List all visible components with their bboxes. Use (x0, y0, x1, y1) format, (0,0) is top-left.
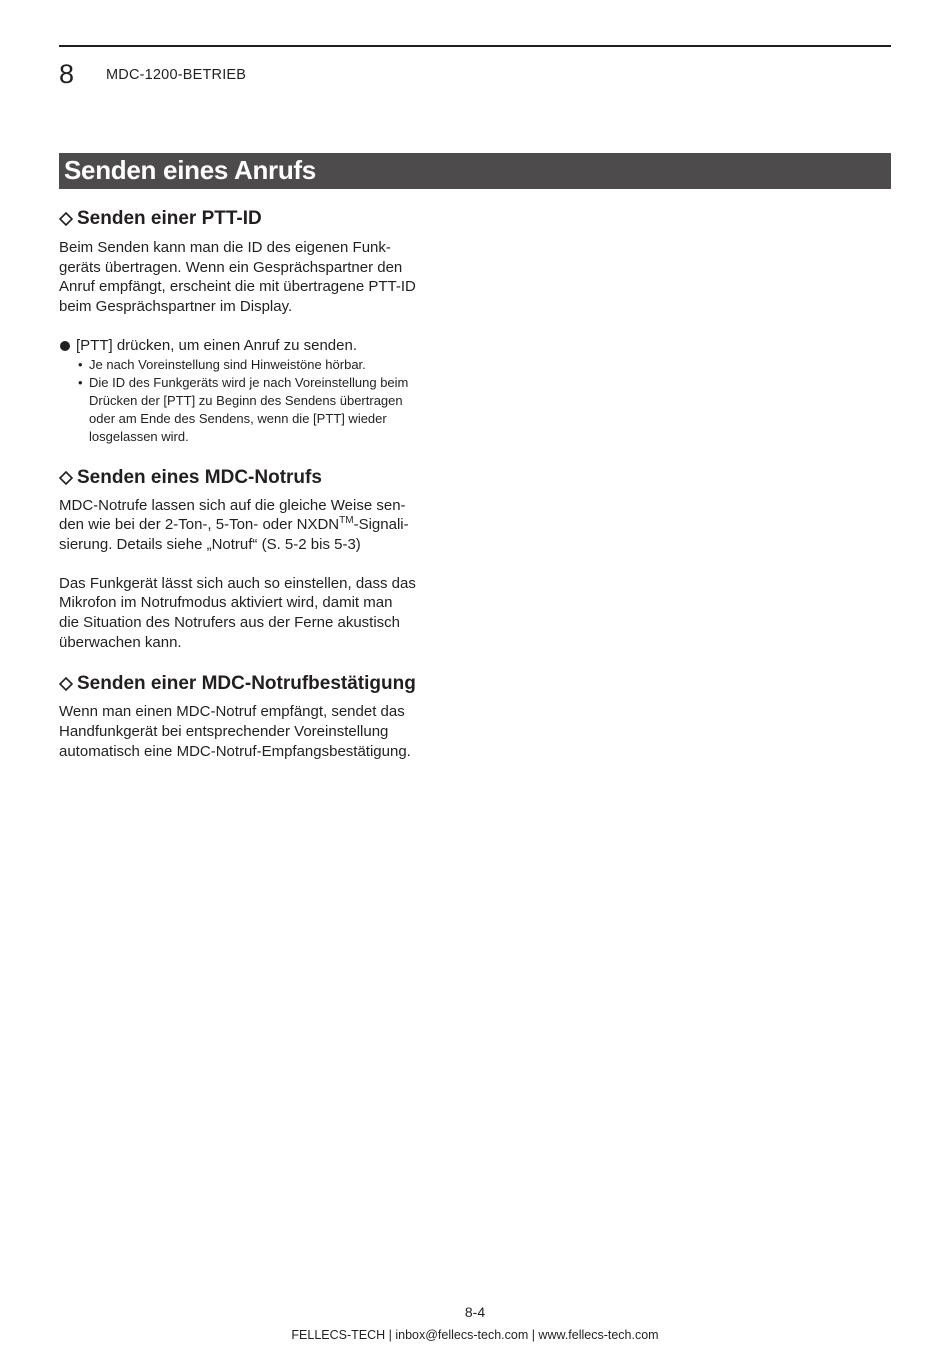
chapter-title: MDC-1200-BETRIEB (106, 67, 247, 83)
list-item (59, 336, 459, 356)
paragraph-line: Anruf empfängt, erscheint die mit übertragene PTT-ID (59, 278, 416, 296)
paragraph-line: Beim Senden kann man die ID des eigenen Funk- (59, 239, 391, 256)
paragraph-line (59, 515, 459, 535)
paragraph-line: sierung. Details siehe „Notruf“ (S. 5-2 bis 5-3) (59, 535, 361, 553)
small-bullet-icon: • (78, 356, 83, 372)
paragraph-line: Mikrofon im Notrufmodus aktiviert wird, damit man (59, 594, 393, 612)
small-bullet-icon: • (78, 374, 83, 390)
paragraph-line: Handfunkgerät bei entsprechender Voreinstellung (59, 723, 389, 741)
bullet-text: [PTT] drücken, um einen Anruf zu senden. (76, 336, 357, 354)
sub-bullet-text: Je nach Voreinstellung sind Hinweistöne hörbar. (89, 356, 366, 372)
sub-bullet-line: losgelassen wird. (89, 428, 189, 444)
header-rule (59, 45, 891, 47)
main-content (59, 204, 459, 762)
mdc-emergency-paragraph-2 (59, 574, 459, 653)
paragraph-text: -Signali- (353, 516, 409, 534)
mdc-ack-paragraph (59, 702, 459, 761)
bullet-icon (60, 341, 70, 351)
list-item (78, 356, 459, 374)
subheading-mdc-ack-text: Senden einer MDC-Notrufbestätigung (77, 673, 416, 695)
section-title-bar (59, 153, 891, 189)
sub-bullet-line: Die ID des Funkgeräts wird je nach Voreinstellung beim (89, 374, 409, 390)
sub-bullet-list (78, 356, 459, 446)
subheading-ptt-id (59, 206, 459, 232)
paragraph-line: die Situation des Notrufers aus der Ferne akustisch (59, 614, 401, 632)
paragraph-line: Das Funkgerät lässt sich auch so einstellen, dass das (59, 574, 416, 592)
paragraph-line: überwachen kann. (59, 633, 182, 651)
paragraph-line: MDC-Notrufe lassen sich auf die gleiche Weise sen- (59, 496, 406, 514)
chapter-number: 8 (59, 59, 75, 89)
trademark-superscript: TM (339, 515, 354, 527)
subheading-ptt-id-text: Senden einer PTT-ID (77, 208, 262, 229)
subheading-mdc-emergency-text: Senden eines MDC-Notrufs (77, 466, 322, 488)
ptt-id-paragraph (59, 238, 459, 317)
paragraph-line: geräts übertragen. Wenn ein Gesprächspartner den (59, 258, 403, 276)
footer-company: FELLECS-TECH | inbox@fellecs-tech.com | www.fellecs-tech.com (291, 1328, 659, 1342)
paragraph-line: Wenn man einen MDC-Notruf empfängt, sendet das (59, 703, 405, 721)
mdc-emergency-paragraph-1 (59, 496, 459, 555)
page-number: 8-4 (464, 1304, 486, 1320)
subheading-mdc-emergency (59, 465, 459, 491)
paragraph-line: automatisch eine MDC-Notruf-Empfangsbestätigung. (59, 742, 411, 760)
sub-bullet-line: oder am Ende des Sendens, wenn die [PTT] wieder (89, 410, 387, 426)
ptt-bullet-list (59, 336, 459, 446)
diamond-icon (59, 212, 73, 226)
paragraph-line: beim Gesprächspartner im Display. (59, 298, 293, 316)
diamond-icon (59, 677, 73, 691)
sub-bullet-line: Drücken der [PTT] zu Beginn des Sendens übertragen (89, 392, 403, 408)
subheading-mdc-ack (59, 671, 459, 697)
list-item (78, 374, 459, 446)
paragraph-text: den wie bei der 2-Ton-, 5-Ton- oder NXDN (59, 516, 340, 534)
diamond-icon (59, 471, 73, 485)
section-title: Senden eines Anrufs (64, 155, 316, 185)
